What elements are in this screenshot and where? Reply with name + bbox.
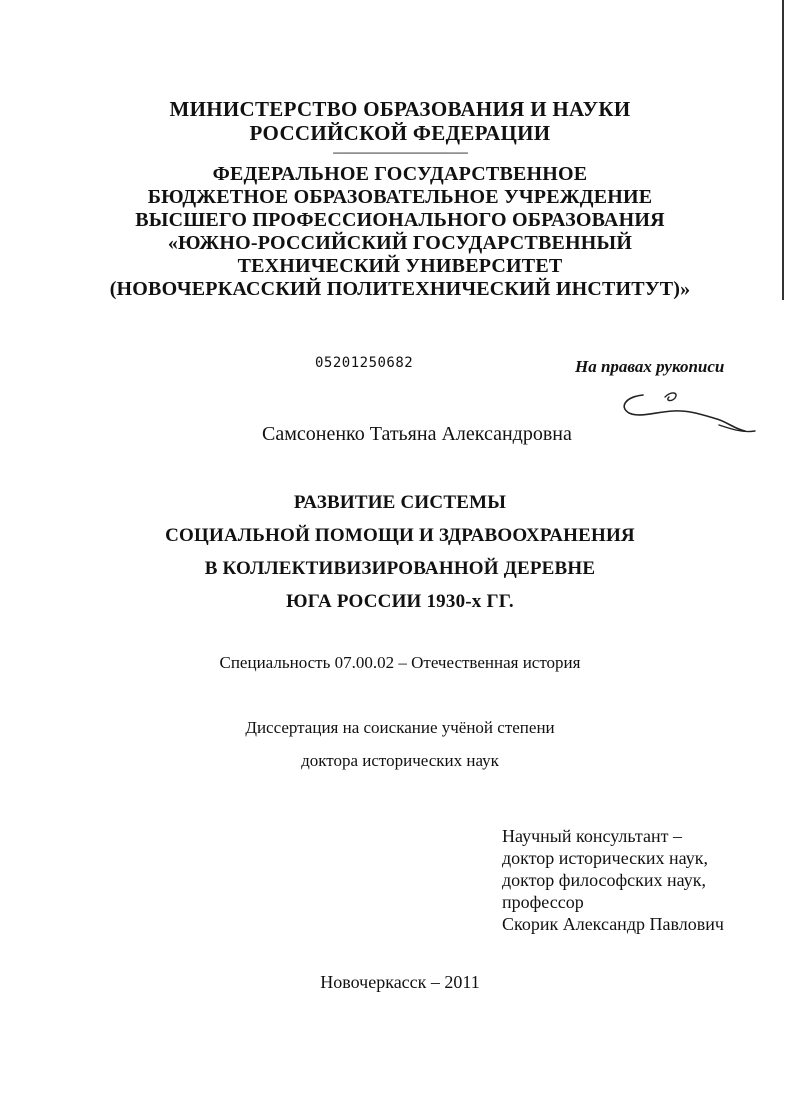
consultant-line-3: доктор философских наук, xyxy=(502,870,706,890)
specialty: Специальность 07.00.02 – Отечественная история xyxy=(219,653,581,672)
title-line-3: В КОЛЛЕКТИВИЗИРОВАННОЙ ДЕРЕВНЕ xyxy=(204,558,596,579)
rights-note: На правах рукописи xyxy=(575,357,725,376)
institution-line-1: ФЕДЕРАЛЬНОЕ ГОСУДАРСТВЕННОЕ xyxy=(212,163,588,185)
catalog-code: 05201250682 xyxy=(315,355,414,371)
dissertation-degree-line2: доктора исторических наук xyxy=(301,751,499,770)
consultant-line-2: доктор исторических наук, xyxy=(502,848,708,868)
ministry-name-line2: РОССИЙСКОЙ ФЕДЕРАЦИИ xyxy=(249,121,551,145)
consultant-line-1: Научный консультант – xyxy=(502,826,682,846)
consultant-block xyxy=(502,825,724,935)
header-separator: --------------------------------------------- xyxy=(332,145,468,159)
title-line-4: ЮГА РОССИИ 1930-х ГГ. xyxy=(286,591,514,612)
consultant-line-5: Скорик Александр Павлович xyxy=(502,914,724,934)
city-year: Новочеркасск – 2011 xyxy=(320,972,480,992)
consultant-line-4: профессор xyxy=(502,892,584,912)
signature-image xyxy=(615,385,765,445)
title-line-1: РАЗВИТИЕ СИСТЕМЫ xyxy=(293,492,507,513)
ministry-name-line1: МИНИСТЕРСТВО ОБРАЗОВАНИЯ И НАУКИ xyxy=(169,97,631,121)
author-name: Самсоненко Татьяна Александровна xyxy=(262,423,572,445)
institution-line-6: (НОВОЧЕРКАССКИЙ ПОЛИТЕХНИЧЕСКИЙ ИНСТИТУТ)» xyxy=(109,278,691,300)
institution-line-4: «ЮЖНО-РОССИЙСКИЙ ГОСУДАРСТВЕННЫЙ xyxy=(167,232,633,254)
title-line-2: СОЦИАЛЬНОЙ ПОМОЩИ И ЗДРАВООХРАНЕНИЯ xyxy=(165,525,635,546)
institution-line-3: ВЫСШЕГО ПРОФЕССИОНАЛЬНОГО ОБРАЗОВАНИЯ xyxy=(135,209,665,231)
dissertation-degree-line1: Диссертация на соискание учёной степени xyxy=(245,718,555,737)
institution-line-5: ТЕХНИЧЕСКИЙ УНИВЕРСИТЕТ xyxy=(237,255,563,277)
institution-line-2: БЮДЖЕТНОЕ ОБРАЗОВАТЕЛЬНОЕ УЧРЕЖДЕНИЕ xyxy=(147,186,653,208)
